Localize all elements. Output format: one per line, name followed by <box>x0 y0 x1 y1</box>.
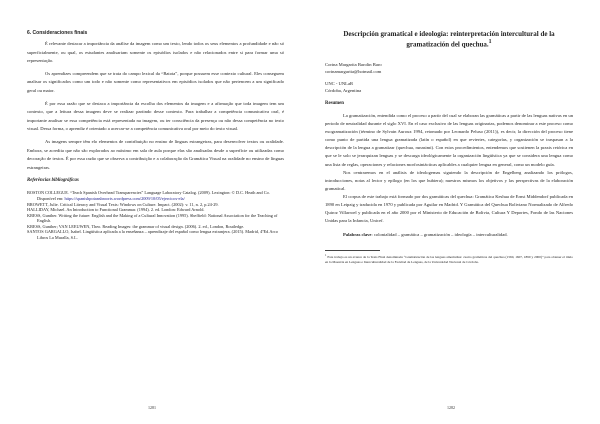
author-email[interactable]: corinamargarita@hotmail.com <box>325 68 382 74</box>
footnote-marker: 1 <box>325 253 327 258</box>
reference-link[interactable]: https://spanishpotansbroorts.wordpress.com/2009/10/05/ejercicos-ela/ <box>64 195 185 201</box>
section-title: 6. Consideraciones finais <box>27 30 88 36</box>
title-footnote-marker: 1 <box>488 39 492 45</box>
paragraph: É relevante destacar a importância da análise da imagem como um texto, lendo todos os seus elementos a profundidade e não só superficialmente, ou qual, os estudantes analisariam somente os episódios isolados e não relacionados entre si para formar uma só representação. <box>27 41 284 64</box>
abstract-paragraph: Nos centraremos en el análisis de ideologemas siguiendo la descripción de Engelberg analizando los prólogos, introducciones, notas al lector y epílogo (en los que hubiera); nuestros mismos los objetivos y las perspectivas de la elaboración gramatical. <box>325 169 573 191</box>
reference-item: KRESS, Gunther; VAN LEEUWEN, Theo. Reading Images: the grammar of visual design. (2006). 2. ed., London, Routledge. <box>27 223 245 229</box>
page-number: 1282 <box>447 405 455 410</box>
paragraph: As imagens sempre têm elo elementos de contribuição no ensino de línguas estrangeiras, para desenvolver textos ou oralidade. Embora, se acredita que não são explorados ao máximo em sala de aula porque elas são analisadas desde a superfície ou utilizadas como decoração de textos. É por essa razão que se observa a contribuição e a colaboração da Gramática Visual na oralidade no ensino de línguas estrangeiras. <box>27 138 284 170</box>
right-page-content <box>325 30 573 264</box>
author-institution: UNC - UNLaR <box>325 81 354 87</box>
article-title <box>335 30 563 48</box>
reference-item: HALLIDAY, Michael. An Introduction to Functional Grammar. (1994). 2. ed. London: Edward Arnold. <box>27 207 205 213</box>
reference-item: SANTOS GARGALLO, Isabel. Lingüística aplicada a la enseñanza – aprendizaje del español como lengua extranjera. (2015). Madrid, 4ºEd.Arco Libros La Muralla, S.L. <box>27 229 278 241</box>
abstract-paragraph: El corpus de este trabajo está formado por dos gramáticas del quechua: Gramática Keshua de Ernst Middendorf publicada en 1890 en Leipzig y traducida en 1970 y publicada por Aguilar en Madrid. Y Gramática del Quechua Boliviano Normalizado de Alfredo Quiroz Villarroel y publicada en el año 2000 por el Ministerio de Educación de Bolivia, Cultura Y Deportes, Fondo de las Naciones Unidas para la Infancia, Unicef. <box>325 193 573 224</box>
author-location: Córdoba, Argentina <box>325 87 362 93</box>
keywords-label: Palabras clave <box>343 232 372 238</box>
reference-item: BROWETT, Julie. Critical Literacy and Visual Texts: Windows on Culture. Impact. (2002): v. 11, n. 2, p.24-29. <box>27 201 219 207</box>
keywords-line: Palabras clave: colonialidad – gramática – gramatización – ideología – interculturalidad. <box>343 232 508 238</box>
left-page-content <box>27 30 284 241</box>
footnote-divider <box>325 250 380 251</box>
author-name: Corina Margarita Barolin Baro <box>325 62 382 68</box>
reference-item <box>27 190 284 201</box>
article-title-text: Descripción gramatical e ideología: reinterpretación intercultural de la gramatización del quechua. <box>343 30 555 49</box>
paragraph: É por essa razão que se destaca a importância da escolha dos elementos da imagem e a afirmação que toda imagem tem um contexto, que a leitura dessa imagem deve se realizar partindo desse contexto. Para trabalhar a competência comunicativa oral, é importante analisar se essa competência está representada na imagem, ou ter consciência da presença ou não dessa competência no texto visual. Dessa forma, o aprendiz é orientado a acercar-se a competência comunicativa oral por meio do texto visual. <box>27 100 284 132</box>
footnote <box>325 253 573 264</box>
footnote-text: Este trabajo es un avance de la Tesis Final denominada “Gramatización de las lenguas amerindias: cuatro gramáticas del quechua (1560, 1607, 1890 y 2000)” para obtener el título en la Maestría en Lenguas e Interculturalidad de la Facultad de Lenguas, de la Universidad Nacional de Córdoba. <box>325 255 573 264</box>
reference-text: BOSTON COLLEGUE. “Teach Spanish Overhead Transparencies” Language Laboratory Catalog. (2009). Lexington: © D.C. Heath and Co. Disponível em: <box>27 190 270 201</box>
abstract-heading: Resumen <box>325 100 344 106</box>
page-number: 1281 <box>148 405 156 410</box>
right-page <box>300 0 600 424</box>
reference-item: KRESS, Gunther. Writing the future: English and the Making of a Cultural Innovation (1995). Sheffield: National Association for the Teaching of English. <box>27 212 278 224</box>
abstract-paragraph: La gramatización, entendida como el proceso a partir del cual se elaboran las gramáticas a partir de las lenguas nativas en un periodo de neutralidad durante el siglo XVI. En el caso exclusivo de las lenguas originarias, podemos denominar a este proceso como exogramatización (término de Sylvain Auroux 1994, retomado por Leonardo Peluso (2011)), es decir, la dirección del proceso tiene como punto de partida una lengua gramatizada (latín o español) en que reviertes, categorías, y organización se traspasan a la descripción de la lengua a gramatizar (quechua, runasimi). Con estos procedimientos, entendemos que sostienen la praxis retórica en que se le solo se jerarquizan lenguas y se descarga ideológicamente la organización lingüística ya que se considera una lengua como una lista de reglas, operaciones y relaciones morfosintácticas aplicables a cualquier lengua en general, como un modelo guía. <box>325 112 573 167</box>
keywords-text: colonialidad – gramática – gramatización – ideología – interculturalidad. <box>373 232 508 238</box>
paragraph: Os aprendizes compreendem que se trata do campo lexical da “Batota”, porque possuem esse contexto cultural. Eles conseguem analisar os significados como um todo e não somente como representativos em episódios isolados que não pertencem a um significado geral ou maior. <box>27 70 284 93</box>
bibliography-title: Referências bibliográficas <box>27 178 79 184</box>
